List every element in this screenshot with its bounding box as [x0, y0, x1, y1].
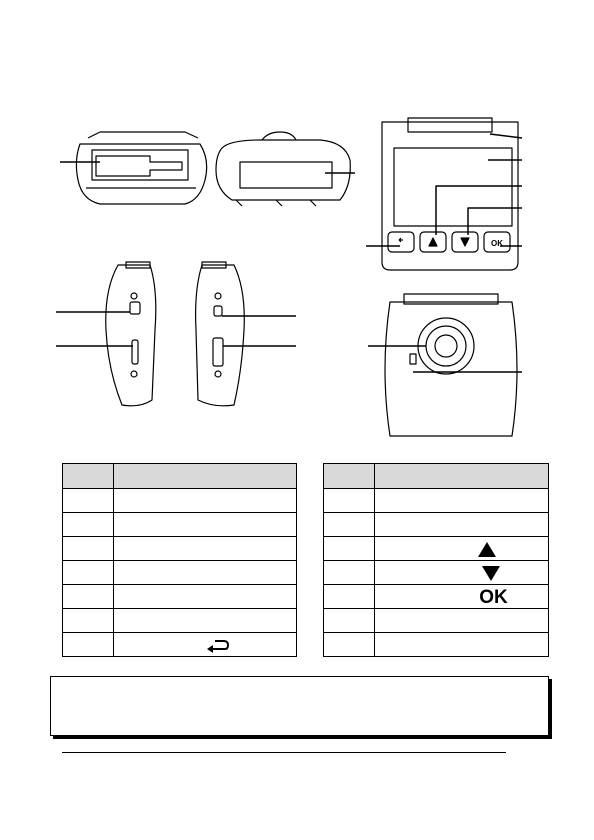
row-label [375, 585, 549, 609]
down-triangle-icon [482, 566, 500, 581]
table-row [324, 513, 549, 537]
row-label [375, 609, 549, 633]
right-side-view-drawing [196, 262, 296, 406]
table-row [324, 489, 549, 513]
table-row [63, 513, 297, 537]
row-number [63, 633, 114, 657]
row-number [63, 561, 114, 585]
table-header [63, 464, 297, 489]
row-label [114, 585, 297, 609]
parts-table-right [323, 463, 549, 657]
row-label [114, 633, 297, 657]
row-label [375, 513, 549, 537]
left-side-view-drawing [56, 262, 156, 406]
row-label [375, 561, 549, 585]
row-number [324, 537, 375, 561]
row-label [114, 489, 297, 513]
back-arrow-icon [207, 639, 229, 656]
row-label [375, 633, 549, 657]
row-number [324, 609, 375, 633]
row-number [63, 489, 114, 513]
table-row [63, 633, 297, 657]
ok-icon: OK [479, 586, 508, 608]
table-row [324, 537, 549, 561]
note-box [50, 676, 549, 736]
row-label [114, 537, 297, 561]
row-number [324, 633, 375, 657]
row-number [324, 585, 375, 609]
row-number [63, 585, 114, 609]
product-illustrations [0, 100, 594, 450]
rear-top-view-drawing [216, 132, 355, 206]
header-cell-number [324, 464, 375, 489]
table-row [63, 537, 297, 561]
table-row [324, 585, 549, 609]
row-number [63, 609, 114, 633]
row-label [114, 561, 297, 585]
footer-divider [62, 752, 506, 753]
row-label [114, 609, 297, 633]
table-header [324, 464, 549, 489]
table-row [324, 633, 549, 657]
header-cell-name [114, 464, 297, 489]
header-cell-number [63, 464, 114, 489]
back-view-drawing [366, 118, 522, 270]
row-number [63, 513, 114, 537]
table-row [324, 609, 549, 633]
row-number [324, 489, 375, 513]
front-view-drawing [368, 294, 522, 436]
top-view-drawing [60, 132, 207, 204]
table-row [324, 561, 549, 585]
header-cell-name [375, 464, 549, 489]
table-row [63, 489, 297, 513]
row-label [114, 513, 297, 537]
table-row [63, 561, 297, 585]
row-label [375, 537, 549, 561]
svg-text:OK: OK [491, 239, 503, 248]
up-triangle-icon [478, 542, 496, 557]
row-number [324, 561, 375, 585]
row-number [63, 537, 114, 561]
table-row [63, 585, 297, 609]
row-label [375, 489, 549, 513]
table-row [63, 609, 297, 633]
parts-table-left [62, 463, 297, 657]
row-number [324, 513, 375, 537]
